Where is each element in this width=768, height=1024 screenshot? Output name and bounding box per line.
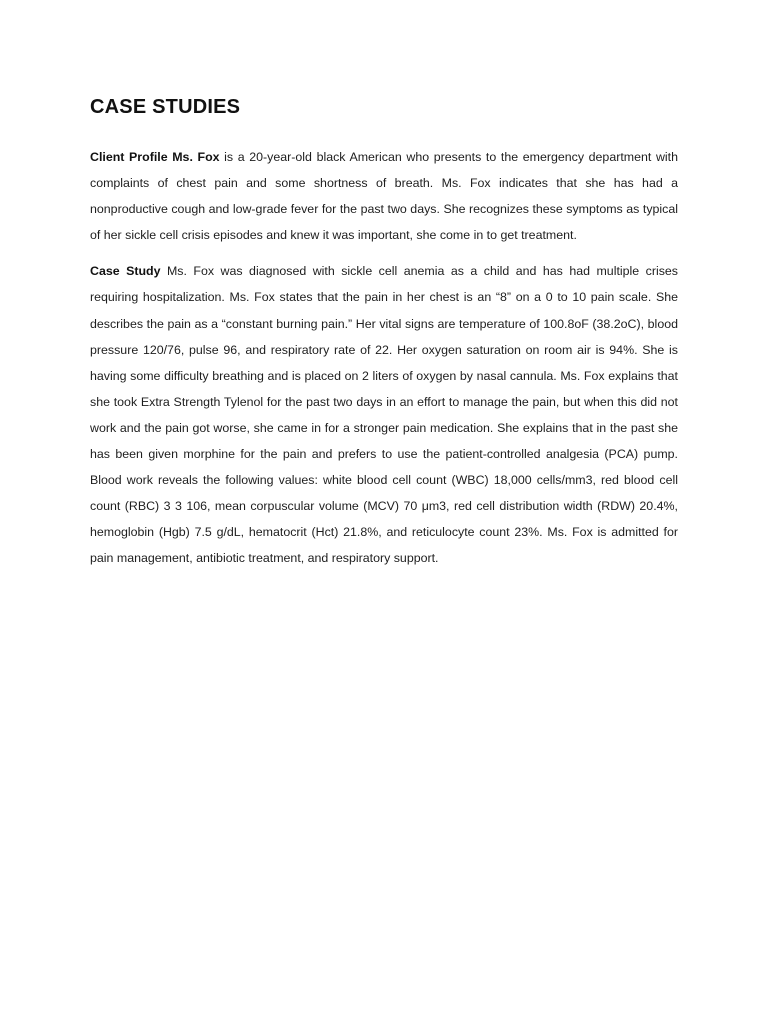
document-body xyxy=(90,92,678,582)
client-profile-text: is a 20-year-old black American who presents to the emergency department with complaints of chest pain and some shortness of breath. Ms. Fox indicates that she has had a nonproductive cough and low-grade fever for the past two days. She recognizes these symptoms as typical of her sickle cell crisis episodes and knew it was important, she come in to get treatment. xyxy=(90,150,678,243)
document-title: CASE STUDIES xyxy=(90,96,241,118)
case-study-text: Ms. Fox was diagnosed with sickle cell anemia as a child and has had multiple crises requiring hospitalization. Ms. Fox states that the pain in her chest is an “8” on a 0 to 10 pain scale. She describes the pain as a “constant burning pain.” Her vital signs are temperature of 100.8oF (38.2oC), blood pressure 120/76, pulse 96, and respiratory rate of 22. Her oxygen saturation on room air is 94%. She is having some difficulty breathing and is placed on 2 liters of oxygen by nasal cannula. Ms. Fox explains that she took Extra Strength Tylenol for the past two days in an effort to manage the pain, but when this did not work and the pain got worse, she came in for a stronger pain medication. She explains that in the past she has been given morphine for the pain and prefers to use the patient-controlled analgesia (PCA) pump. Blood work reveals the following values: white blood cell count (WBC) 18,000 cells/mm3, red blood cell count (RBC) 3 3 106, mean corpuscular volume (MCV) 70 μm3, red cell distribution width (RDW) 20.4%, hemoglobin (Hgb) 7.5 g/dL, hematocrit (Hct) 21.8%, and reticulocyte count 23%. Ms. Fox is admitted for pain management, antibiotic treatment, and respiratory support. xyxy=(90,264,678,566)
client-profile-heading: Client Profile Ms. Fox xyxy=(90,150,220,164)
client-profile-paragraph xyxy=(90,144,678,248)
case-study-paragraph xyxy=(90,258,678,571)
case-study-heading: Case Study xyxy=(90,264,161,279)
